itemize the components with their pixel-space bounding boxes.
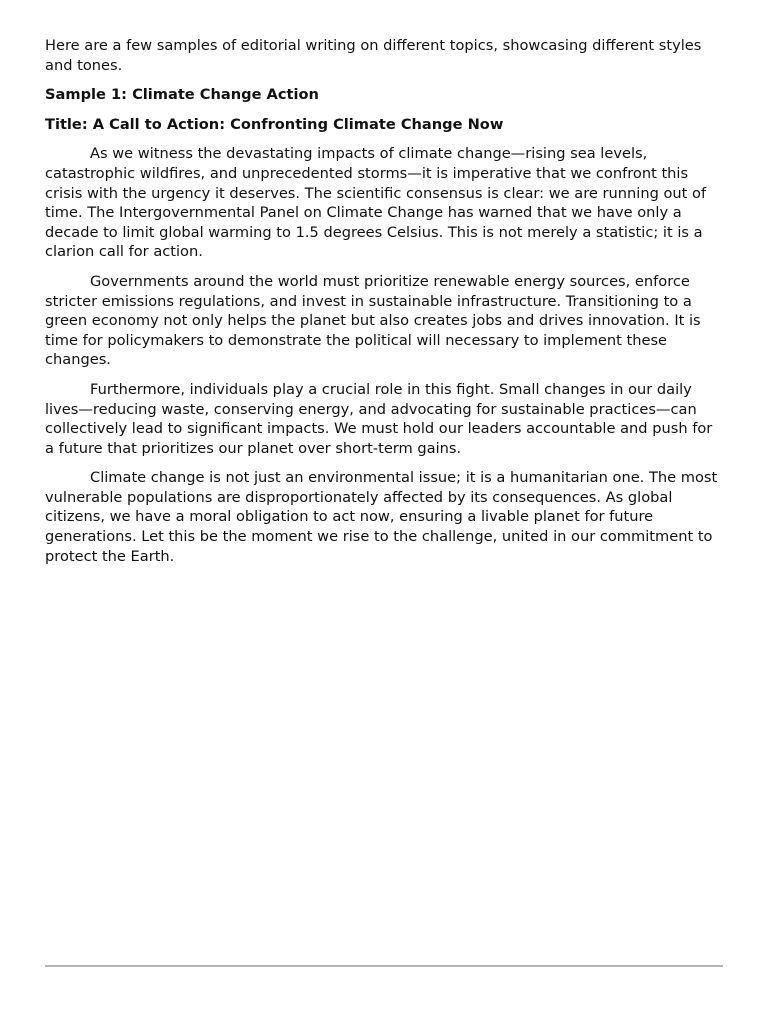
body-paragraph: Furthermore, individuals play a crucial role in this fight. Small changes in our daily lives—reducing waste, conserving energy, and advocating for sustainable practices—can collectively lead to significant impacts. We must hold our leaders accountable and push for a future that prioritizes our planet over short-term gains. [45,380,713,457]
footer-divider [45,965,723,967]
body-paragraph: As we witness the devastating impacts of climate change—rising sea levels, catastrophic wildfires, and unprecedented storms—it is imperative that we confront this crisis with the urgency it deserves. The scientific consensus is clear: we are running out of time. The Intergovernmental Panel on Climate Change has warned that we have only a decade to limit global warming to 1.5 degrees Celsius. This is not merely a statistic; it is a clarion call for action. [45,145,707,261]
body-paragraph: Climate change is not just an environmental issue; it is a humanitarian one. The most vulnerable populations are disproportionately affected by its consequences. As global citizens, we have a moral obligation to act now, ensuring a livable planet for future generations. Let this be the moment we rise to the challenge, united in our commitment to protect the Earth. [45,469,718,565]
sample-heading: Sample 1: Climate Change Action [45,86,319,104]
editorial-title: Title: A Call to Action: Confronting Climate Change Now [45,115,504,133]
intro-text: Here are a few samples of editorial writing on different topics, showcasing different styles and tones. [45,37,702,74]
body-paragraph: Governments around the world must prioritize renewable energy sources, enforce stricter emissions regulations, and invest in sustainable infrastructure. Transitioning to a green economy not only helps the planet but also creates jobs and drives innovation. It is time for policymakers to demonstrate the political will necessary to implement these changes. [45,272,701,369]
document-page [45,36,725,576]
